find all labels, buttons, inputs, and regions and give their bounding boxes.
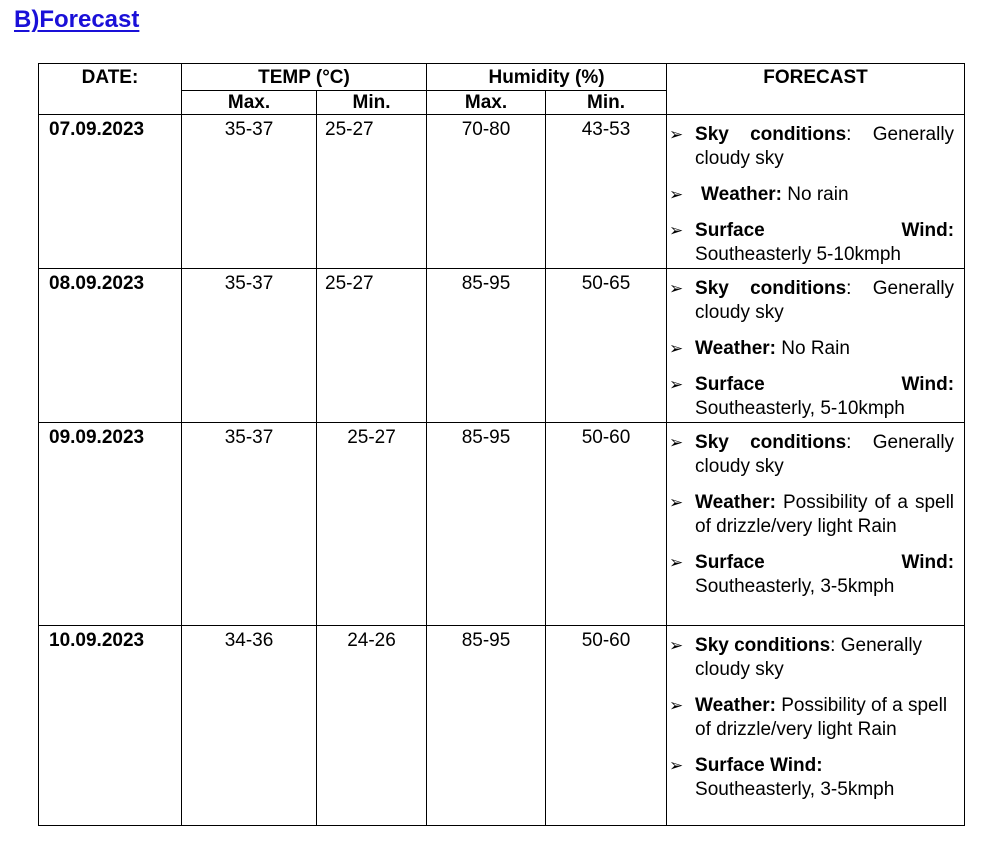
temp-max-cell: 35-37 <box>182 115 317 269</box>
humidity-header: Humidity (%) <box>427 64 667 91</box>
surface-wind-item: ➢ Surface Wind: Southeasterly, 3-5kmph <box>669 552 955 597</box>
forecast-cell <box>667 626 965 826</box>
humidity-min-cell: 50-60 <box>546 423 667 626</box>
arrowhead-bullet-icon: ➢ <box>669 493 684 512</box>
humidity-min-cell: 50-65 <box>546 269 667 423</box>
arrowhead-bullet-icon: ➢ <box>669 756 684 775</box>
temp-min-cell: 25-27 <box>317 115 427 269</box>
weather-item: ➢ Weather: No rain <box>669 184 849 205</box>
sky-conditions-item: ➢ Sky conditions: Generally cloudy sky <box>669 278 955 323</box>
humidity-max-cell: 85-95 <box>427 626 546 826</box>
weather-item: ➢ Weather: No Rain <box>669 338 850 359</box>
forecast-cell <box>667 423 965 626</box>
temp-max-cell: 34-36 <box>182 626 317 826</box>
arrowhead-bullet-icon: ➢ <box>669 636 684 655</box>
section-heading: B)Forecast <box>14 6 140 33</box>
temp-min-header: Min. <box>317 91 427 115</box>
surface-wind-item: ➢ Surface Wind: Southeasterly, 5-10kmph <box>669 374 955 419</box>
date-cell: 07.09.2023 <box>39 115 182 269</box>
humidity-max-header: Max. <box>427 91 546 115</box>
humidity-max-cell: 85-95 <box>427 423 546 626</box>
table-row <box>39 269 965 423</box>
table-row <box>39 626 965 826</box>
arrowhead-bullet-icon: ➢ <box>669 221 684 240</box>
humidity-min-cell: 50-60 <box>546 626 667 826</box>
surface-wind-item: ➢ Surface Wind: Southeasterly 5-10kmph <box>669 220 955 265</box>
temp-min-cell: 25-27 <box>317 423 427 626</box>
arrowhead-bullet-icon: ➢ <box>669 339 684 358</box>
forecast-cell <box>667 269 965 423</box>
date-header: DATE: <box>39 64 182 115</box>
weather-item: ➢ Weather: Possibility of a spell of drizzle/very light Rain <box>669 492 955 537</box>
sky-conditions-item: ➢ Sky conditions: Generally cloudy sky <box>669 635 923 680</box>
humidity-min-header: Min. <box>546 91 667 115</box>
arrowhead-bullet-icon: ➢ <box>669 696 684 715</box>
temp-max-cell: 35-37 <box>182 423 317 626</box>
temp-min-cell: 24-26 <box>317 626 427 826</box>
table-row <box>39 115 965 269</box>
arrowhead-bullet-icon: ➢ <box>669 375 684 394</box>
arrowhead-bullet-icon: ➢ <box>669 185 684 204</box>
sky-conditions-item: ➢ Sky conditions: Generally cloudy sky <box>669 124 955 169</box>
date-cell: 10.09.2023 <box>39 626 182 826</box>
sky-conditions-item: ➢ Sky conditions: Generally cloudy sky <box>669 432 955 477</box>
temp-max-cell: 35-37 <box>182 269 317 423</box>
humidity-min-cell: 43-53 <box>546 115 667 269</box>
arrowhead-bullet-icon: ➢ <box>669 553 684 572</box>
forecast-cell <box>667 115 965 269</box>
surface-wind-item: ➢ Surface Wind: Southeasterly, 3-5kmph <box>669 755 895 800</box>
date-cell: 08.09.2023 <box>39 269 182 423</box>
temp-max-header: Max. <box>182 91 317 115</box>
forecast-header: FORECAST <box>667 64 965 115</box>
weather-item: ➢ Weather: Possibility of a spell of drizzle/very light Rain <box>669 695 948 740</box>
date-cell: 09.09.2023 <box>39 423 182 626</box>
temp-min-cell: 25-27 <box>317 269 427 423</box>
table-row <box>39 423 965 626</box>
humidity-max-cell: 70-80 <box>427 115 546 269</box>
humidity-max-cell: 85-95 <box>427 269 546 423</box>
forecast-table <box>38 63 965 826</box>
arrowhead-bullet-icon: ➢ <box>669 125 684 144</box>
arrowhead-bullet-icon: ➢ <box>669 433 684 452</box>
arrowhead-bullet-icon: ➢ <box>669 279 684 298</box>
temp-header: TEMP (°C) <box>182 64 427 91</box>
